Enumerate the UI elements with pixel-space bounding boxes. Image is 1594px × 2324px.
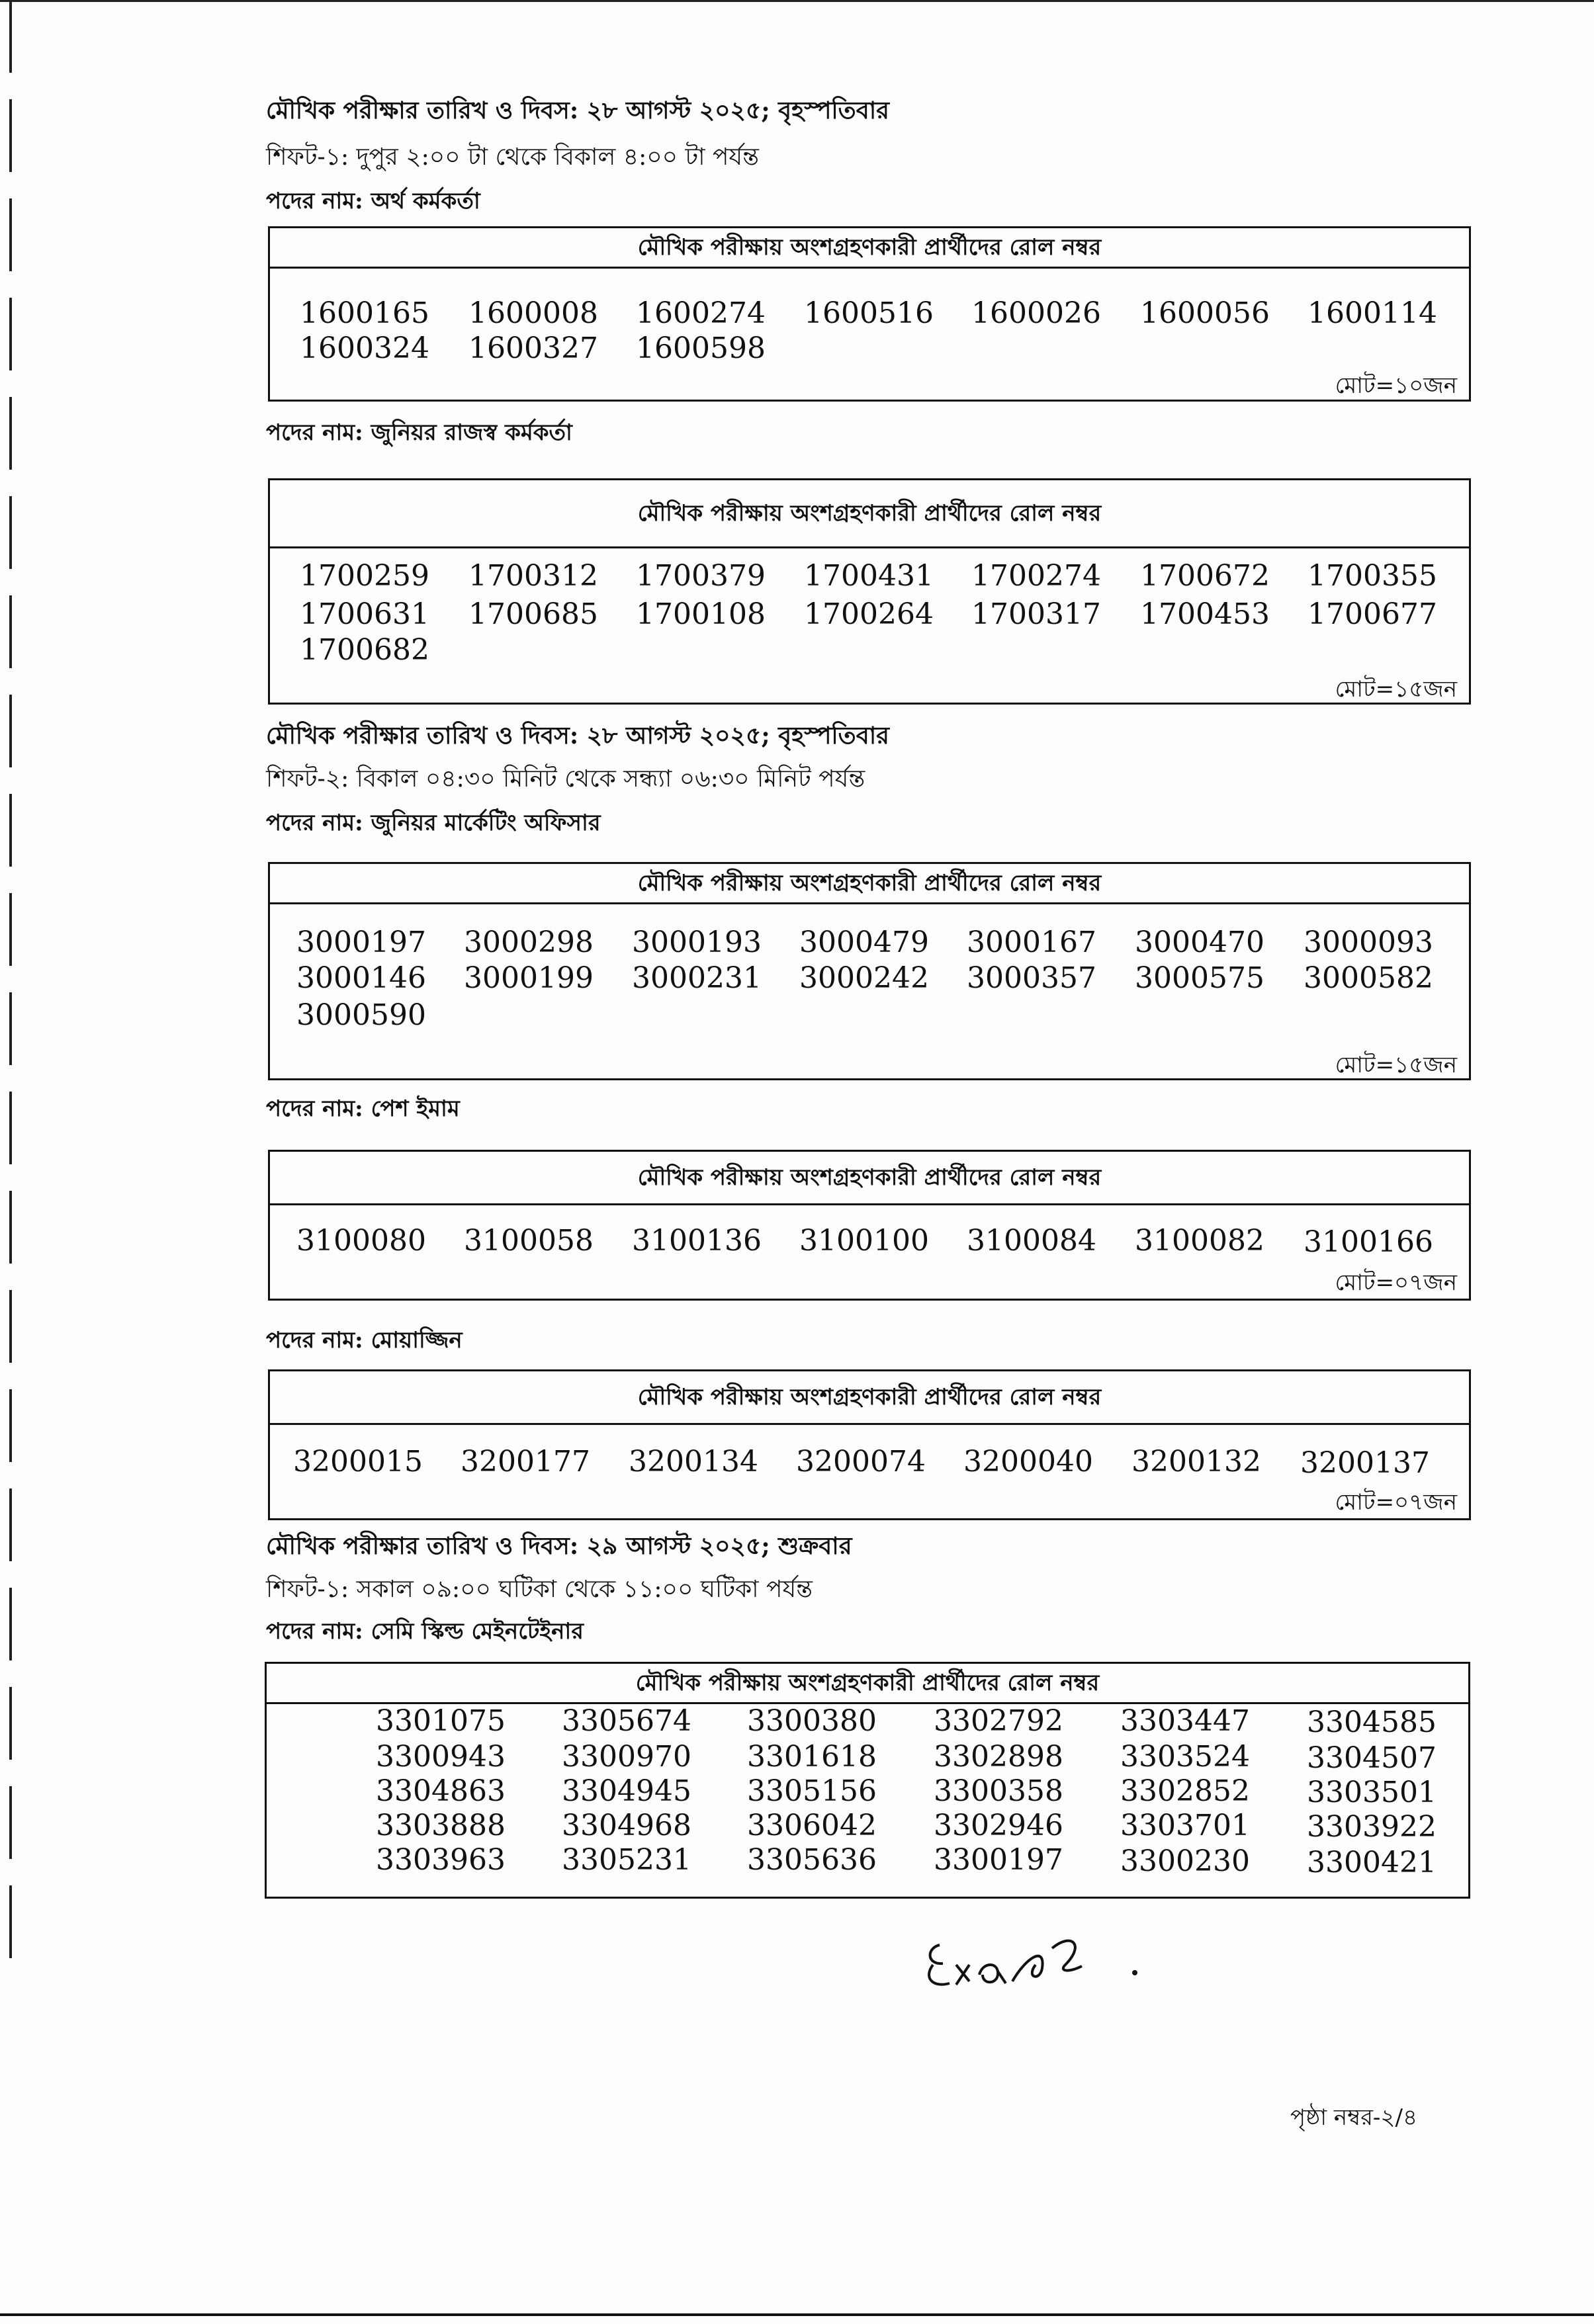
roll-number: 1600056: [1140, 296, 1270, 330]
roll-number: 3000582: [1304, 961, 1433, 995]
roll-number: 1600516: [804, 296, 934, 330]
roll-number: 3301075: [376, 1704, 506, 1738]
post-title: পদের নাম: জুনিয়র মার্কেটিং অফিসার: [266, 810, 601, 836]
scan-top-edge: [0, 0, 1594, 11]
roll-table: [268, 226, 1471, 402]
roll-number: 3305674: [562, 1704, 691, 1738]
roll-number: 1700264: [804, 597, 934, 631]
table-header: মৌখিক পরীক্ষায় অংশগ্রহণকারী প্রার্থীদের রোল নম্বর: [270, 1371, 1469, 1425]
roll-number: 3300421: [1307, 1846, 1437, 1879]
table-header: মৌখিক পরীক্ষায় অংশগ্রহণকারী প্রার্থীদের রোল নম্বর: [270, 228, 1469, 269]
roll-table: [265, 1662, 1470, 1899]
roll-number: 3300943: [376, 1740, 506, 1774]
roll-number: 3304585: [1307, 1705, 1437, 1739]
roll-number: 3000242: [799, 961, 929, 995]
roll-number: 1700355: [1307, 559, 1437, 593]
roll-number: 3300197: [934, 1843, 1063, 1877]
roll-number: 3200040: [963, 1445, 1093, 1479]
roll-number: 1700431: [804, 559, 934, 593]
roll-number: 3304863: [376, 1774, 506, 1808]
roll-number: 1700631: [300, 597, 429, 631]
roll-number: 3200137: [1300, 1446, 1430, 1480]
total-count: মোট=১৫জন: [1335, 676, 1457, 703]
roll-number: 3200177: [461, 1445, 590, 1479]
roll-number: 1700677: [1307, 597, 1437, 631]
roll-number: 3305231: [562, 1843, 691, 1877]
roll-number: 1700108: [636, 597, 766, 631]
roll-number: 1700274: [971, 559, 1101, 593]
roll-number: 3301618: [747, 1740, 877, 1774]
roll-number: 3302946: [934, 1809, 1063, 1842]
total-count: মোট=০৭জন: [1335, 1270, 1457, 1296]
roll-number: 3100136: [632, 1224, 762, 1258]
table-header: মৌখিক পরীক্ষায় অংশগ্রহণকারী প্রার্থীদের রোল নম্বর: [270, 864, 1469, 904]
roll-number: 1700259: [300, 559, 429, 593]
roll-number: 3000197: [296, 925, 426, 959]
roll-number: 3303524: [1120, 1740, 1250, 1774]
roll-number: 3100058: [464, 1224, 594, 1258]
table-header: মৌখিক পরীক্ষায় অংশগ্রহণকারী প্রার্থীদের রোল নম্বর: [267, 1664, 1468, 1704]
roll-number: 3100080: [296, 1224, 426, 1258]
roll-number: 3302898: [934, 1740, 1063, 1774]
roll-number: 1700379: [636, 559, 766, 593]
section-date-line: মৌখিক পরীক্ষার তারিখ ও দিবস: ২৮ আগস্ট ২০২৫; বৃহস্পতিবার: [266, 97, 889, 124]
roll-number: 3303701: [1120, 1809, 1250, 1842]
roll-number: 3304968: [562, 1809, 691, 1842]
roll-number: 3200015: [293, 1445, 423, 1479]
section-shift-line: শিফট-২: বিকাল ০৪:৩০ মিনিট থেকে সন্ধ্যা ০৬:৩০ মিনিট পর্যন্ত: [266, 765, 865, 793]
roll-number: 1700685: [468, 597, 598, 631]
roll-number: 3200132: [1131, 1445, 1261, 1479]
roll-number: 3304945: [562, 1774, 691, 1808]
signature: [920, 1918, 1158, 2004]
table-header: মৌখিক পরীক্ষায় অংশগ্রহণকারী প্রার্থীদের রোল নম্বর: [270, 1152, 1469, 1205]
post-title: পদের নাম: জুনিয়র রাজস্ব কর্মকর্তা: [266, 419, 572, 446]
roll-number: 1700672: [1140, 559, 1270, 593]
roll-number: 3300358: [934, 1774, 1063, 1808]
roll-number: 3000193: [632, 925, 762, 959]
roll-number: 3302852: [1120, 1774, 1250, 1808]
roll-number: 3200074: [796, 1445, 926, 1479]
roll-number: 3100166: [1304, 1225, 1433, 1259]
post-title: পদের নাম: অর্থ কর্মকর্তা: [266, 188, 480, 214]
scan-margin-marks: [9, 0, 12, 1985]
section-date-line: মৌখিক পরীক্ষার তারিখ ও দিবস: ২৮ আগস্ট ২০২৫; বৃহস্পতিবার: [266, 722, 889, 750]
roll-number: 3000357: [967, 961, 1096, 995]
roll-number: 3000479: [799, 925, 929, 959]
roll-number: 1700317: [971, 597, 1101, 631]
roll-number: 3000146: [296, 961, 426, 995]
total-count: মোট=১৫জন: [1335, 1052, 1457, 1078]
roll-number: 3300380: [747, 1704, 877, 1738]
roll-number: 1600324: [300, 331, 429, 365]
roll-number: 3000470: [1135, 925, 1264, 959]
roll-number: 1600598: [636, 331, 766, 365]
roll-number: 3305636: [747, 1843, 877, 1877]
roll-number: 3303922: [1307, 1810, 1437, 1844]
roll-number: 1600026: [971, 296, 1101, 330]
roll-number: 1700453: [1140, 597, 1270, 631]
roll-number: 3100100: [799, 1224, 929, 1258]
roll-number: 3000590: [296, 998, 426, 1032]
roll-number: 1700682: [300, 633, 429, 667]
roll-number: 3305156: [747, 1774, 877, 1808]
roll-number: 3303963: [376, 1843, 506, 1877]
page-number: পৃষ্ঠা নম্বর-২/৪: [1290, 2104, 1418, 2131]
roll-number: 3304507: [1307, 1741, 1437, 1775]
roll-number: 3000298: [464, 925, 594, 959]
roll-number: 1700312: [468, 559, 598, 593]
roll-number: 3300230: [1120, 1844, 1250, 1878]
roll-number: 3200134: [629, 1445, 758, 1479]
roll-number: 3000231: [632, 961, 762, 995]
roll-number: 1600165: [300, 296, 429, 330]
roll-number: 1600114: [1307, 296, 1437, 330]
roll-number: 3303501: [1307, 1776, 1437, 1809]
roll-number: 3306042: [747, 1809, 877, 1842]
total-count: মোট=০৭জন: [1335, 1489, 1457, 1516]
roll-number: 3303447: [1120, 1704, 1250, 1738]
roll-number: 3300970: [562, 1740, 691, 1774]
roll-number: 3000199: [464, 961, 594, 995]
roll-number: 3000575: [1135, 961, 1264, 995]
roll-table: [268, 1150, 1471, 1301]
post-title: পদের নাম: মোয়াজ্জিন: [266, 1327, 463, 1354]
scan-bottom-edge: [0, 2313, 1594, 2316]
post-title: পদের নাম: পেশ ইমাম: [266, 1096, 460, 1122]
roll-number: 1600274: [636, 296, 766, 330]
roll-number: 3000093: [1304, 925, 1433, 959]
roll-number: 3303888: [376, 1809, 506, 1842]
section-date-line: মৌখিক পরীক্ষার তারিখ ও দিবস: ২৯ আগস্ট ২০২৫; শুক্রবার: [266, 1532, 852, 1560]
roll-number: 3302792: [934, 1704, 1063, 1738]
post-title: পদের নাম: সেমি স্কিল্ড মেইনটেইনার: [266, 1618, 584, 1645]
roll-number: 1600327: [468, 331, 598, 365]
roll-number: 3100084: [967, 1224, 1096, 1258]
roll-number: 1600008: [468, 296, 598, 330]
roll-table: [268, 1369, 1471, 1520]
roll-number: 3100082: [1135, 1224, 1264, 1258]
roll-table: [268, 478, 1471, 705]
table-header: মৌখিক পরীক্ষায় অংশগ্রহণকারী প্রার্থীদের রোল নম্বর: [270, 480, 1469, 548]
section-shift-line: শিফট-১: দুপুর ২:০০ টা থেকে বিকাল ৪:০০ টা পর্যন্ত: [266, 144, 759, 171]
section-shift-line: শিফট-১: সকাল ০৯:০০ ঘটিকা থেকে ১১:০০ ঘটিকা পর্যন্ত: [266, 1576, 813, 1603]
roll-table: [268, 862, 1471, 1080]
roll-number: 3000167: [967, 925, 1096, 959]
total-count: মোট=১০জন: [1335, 372, 1457, 399]
